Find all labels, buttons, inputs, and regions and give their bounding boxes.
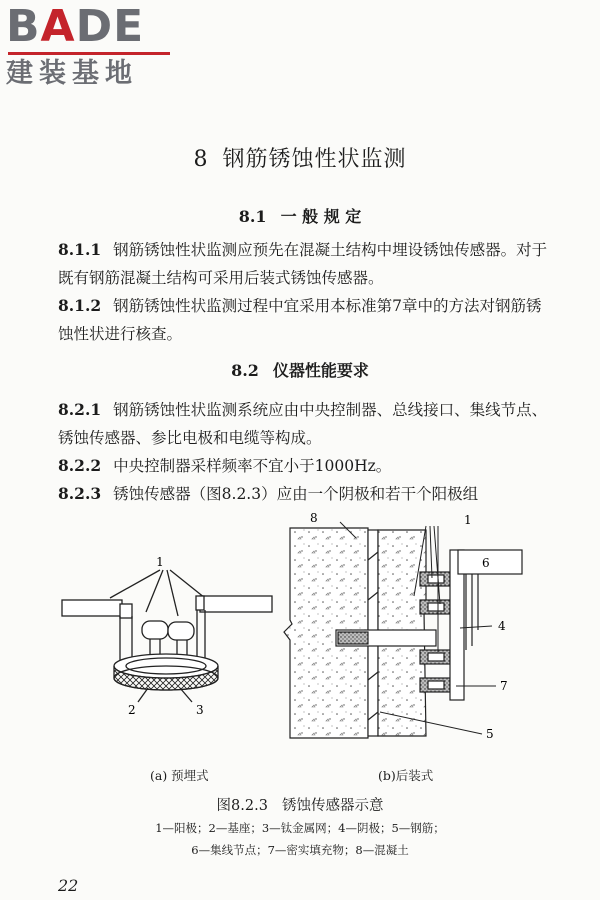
clause-8-1-2: 8.1.2 钢筋锈蚀性状监测过程中宜采用本标准第7章中的方法对钢筋锈蚀性状进行核查。 — [58, 296, 542, 343]
chapter-title-text: 钢筋锈蚀性状监测 — [222, 147, 407, 172]
logo-wordmark: BADE — [6, 1, 145, 52]
bade-logo — [6, 1, 176, 89]
figure-legend-line-2: 6—集线节点；7—密实填充物；8—混凝土 — [191, 843, 409, 857]
label-b-8: 8 — [310, 511, 318, 525]
section-heading-8-1: 8.1 一 般 规 定 — [238, 207, 362, 226]
label-a-2: 2 — [128, 703, 136, 717]
chapter-title — [0, 142, 600, 173]
page-number: 22 — [58, 876, 79, 895]
clause-8-1-1: 8.1.1 钢筋锈蚀性状监测应预先在混凝土结构中埋设锈蚀传感器。对于既有钢筋混凝土结构可采用后装式锈蚀传感器。 — [58, 240, 548, 287]
label-b-1: 1 — [464, 513, 472, 527]
label-b-5: 5 — [486, 727, 494, 741]
label-b-6: 6 — [482, 556, 490, 570]
figure-legend-line-1: 1—阳极；2—基座；3—钛金属网；4—阴极；5—钢筋； — [155, 821, 445, 835]
label-b-7: 7 — [500, 679, 508, 693]
clause-8-2-2: 8.2.2 中央控制器采样频率不宜小于1000Hz。 — [58, 456, 392, 475]
figure-title: 图8.2.3 锈蚀传感器示意 — [216, 798, 384, 814]
clause-8-2-3: 8.2.3 锈蚀传感器（图8.2.3）应由一个阴极和若干个阳极组 — [58, 484, 479, 503]
embedded-sensor-diagram — [62, 570, 272, 702]
clause-8-2-1: 8.2.1 钢筋锈蚀性状监测系统应由中央控制器、总线接口、集线节点、锈蚀传感器、参比电极和电缆等构成。 — [58, 400, 548, 447]
chapter-number: 8 — [193, 147, 209, 172]
figure-caption-a: (a) 预埋式 — [150, 768, 209, 783]
label-a-1: 1 — [156, 555, 164, 569]
label-a-3: 3 — [196, 703, 204, 717]
label-b-4: 4 — [498, 619, 506, 633]
section-heading-8-2: 8.2 仪器性能要求 — [231, 361, 369, 380]
logo-rule — [8, 52, 170, 55]
logo-chinese: 建装基地 — [6, 58, 138, 89]
corrosion-sensor-figure — [40, 500, 540, 760]
figure-caption-b: (b)后装式 — [378, 768, 434, 783]
